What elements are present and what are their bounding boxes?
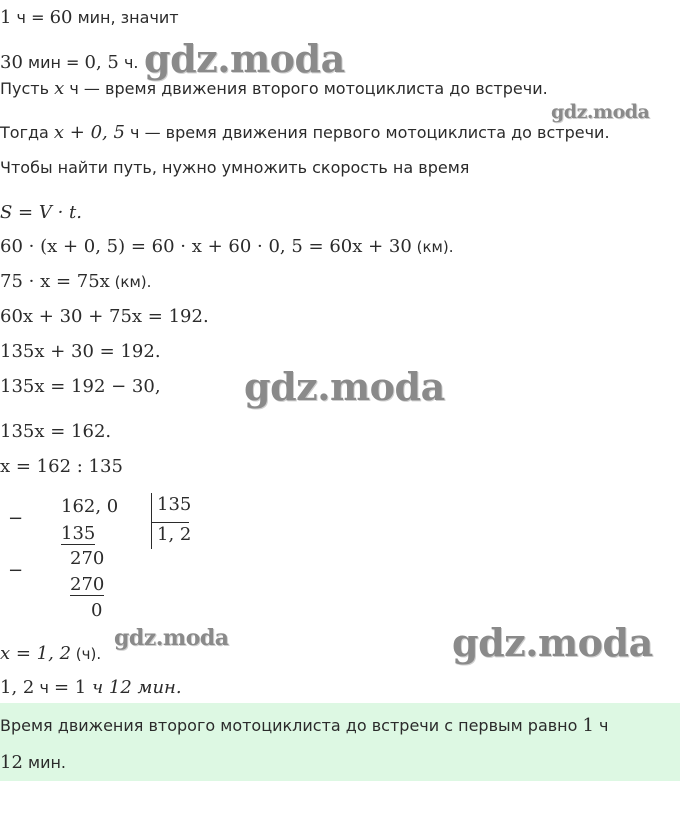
watermark: gdz.moda <box>244 364 445 409</box>
text: мин. <box>22 753 67 772</box>
answer-box <box>0 703 680 781</box>
math: x <box>54 78 65 99</box>
text: мин = <box>22 53 85 72</box>
equation-12: 135x = 162. <box>0 421 112 442</box>
text: ч. <box>118 53 139 72</box>
math: 12 <box>0 752 23 773</box>
division-horizontal-line <box>151 522 189 523</box>
text: мин, значит <box>72 8 179 27</box>
line-7 <box>0 237 453 257</box>
equation-9: 60x + 30 + 75x = 192. <box>0 306 209 327</box>
answer-line-2 <box>0 753 66 773</box>
watermark: gdz.moda <box>144 36 345 81</box>
divisor: 135 <box>157 494 192 515</box>
answer-line-1 <box>0 716 609 736</box>
math: = <box>53 677 75 698</box>
text: Пусть <box>0 79 55 98</box>
formula-s-v-t: S = V · t. <box>0 202 82 223</box>
line-1 <box>0 8 179 28</box>
equation-10: 135x + 30 = 192. <box>0 341 161 362</box>
text: Время движения второго мотоциклиста до встречи с первым равно <box>0 716 583 735</box>
text: ч — время движения второго мотоциклиста до встречи. <box>64 79 548 98</box>
math: x = 1, 2 <box>0 643 72 664</box>
line-2 <box>0 53 138 73</box>
minus-sign: − <box>8 508 24 529</box>
text: ч <box>593 716 609 735</box>
watermark: gdz.moda <box>452 620 653 665</box>
text: ч = <box>11 8 50 27</box>
remainder-1: 270 <box>70 548 105 569</box>
math: 75 · x = 75x <box>0 271 110 292</box>
text: (км). <box>411 238 454 256</box>
equation-13: x = 162 : 135 <box>0 456 123 477</box>
math: 1, 2 <box>0 677 35 698</box>
text: (ч). <box>71 645 102 663</box>
remainder-2: 0 <box>91 600 103 621</box>
line-4 <box>0 123 610 143</box>
text: (км). <box>109 273 152 291</box>
watermark: gdz.moda <box>114 625 229 651</box>
text: ч — время движения первого мотоциклиста до встречи. <box>124 123 610 142</box>
math: 1 <box>74 677 87 698</box>
quotient: 1, 2 <box>157 524 192 545</box>
line-8 <box>0 272 151 292</box>
line-14 <box>0 644 101 664</box>
subtrahend-2: 270 <box>70 574 105 595</box>
subtrahend-1: 135 <box>61 523 96 544</box>
line-3 <box>0 79 548 99</box>
math: x + 0, 5 <box>53 122 125 143</box>
math: 30 <box>0 52 23 73</box>
dividend: 162, 0 <box>61 496 119 517</box>
division-vertical-line <box>151 493 152 549</box>
math: 60 · (x + 0, 5) = 60 · x + 60 · 0, 5 = 60x + 30 <box>0 236 412 257</box>
line-5: Чтобы найти путь, нужно умножить скорость на время <box>0 158 470 177</box>
minus-sign: − <box>8 560 24 581</box>
math: 0, 5 <box>84 52 119 73</box>
math: 60 <box>49 7 73 28</box>
line-15 <box>0 678 182 698</box>
text: ч <box>34 678 54 697</box>
math: 1 <box>582 715 594 736</box>
watermark: gdz.moda <box>551 101 650 123</box>
equation-11: 135x = 192 − 30, <box>0 376 161 397</box>
math: ч 12 мин. <box>86 677 182 698</box>
math: 1 <box>0 7 12 28</box>
text: Тогда <box>0 123 54 142</box>
